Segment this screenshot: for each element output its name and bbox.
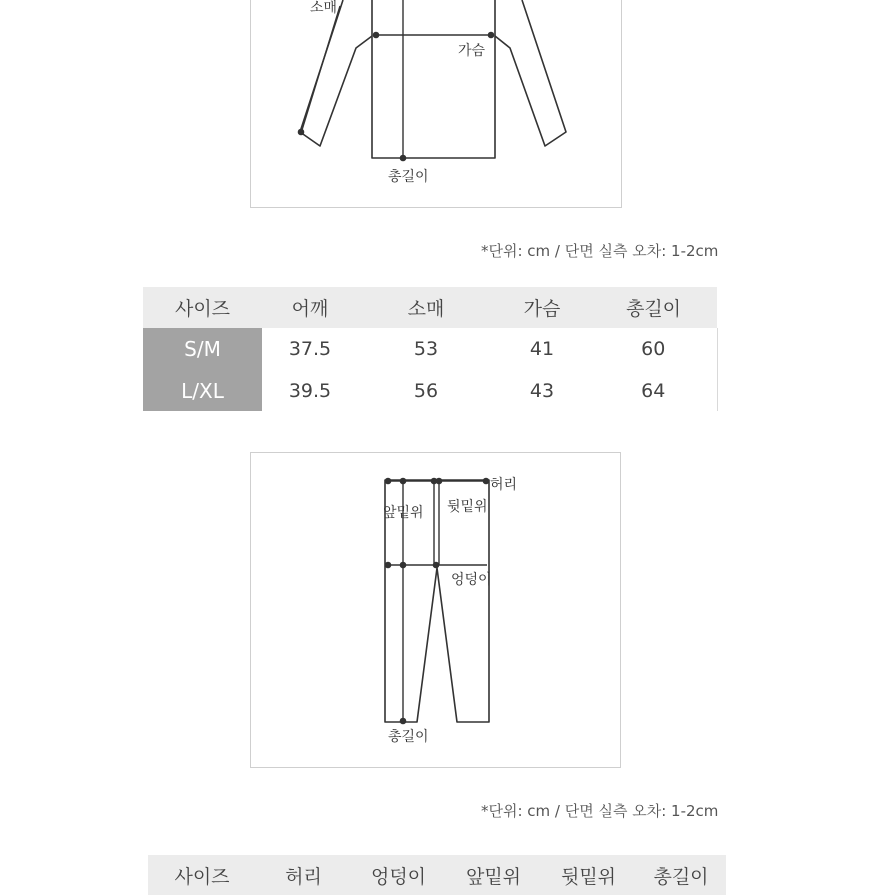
header-size: 사이즈 [148, 855, 256, 895]
table-cell: 39.5 [288, 379, 332, 402]
front-rise-label: 앞밑위 [383, 505, 424, 521]
sleeve-label: 소매 [310, 0, 338, 16]
header-length: 총길이 [636, 855, 726, 895]
size-cell: S/M [143, 328, 262, 370]
table-cell: 53 [413, 338, 439, 360]
unit-note-2: *단위: cm / 단면 실측 오차: 1-2cm [481, 802, 719, 820]
unit-note: *단위: cm / 단면 실측 오차: 1-2cm [481, 242, 719, 260]
header-front-rise: 앞밑위 [446, 855, 541, 895]
header-back-rise: 뒷밑위 [541, 855, 636, 895]
back-rise-label: 뒷밑위 [447, 499, 488, 515]
chest-label: 가슴 [458, 43, 486, 59]
header-waist: 허리 [256, 855, 351, 895]
table-cell: 43 [529, 379, 555, 402]
table-header-row [148, 855, 726, 895]
waist-label: 허리 [490, 477, 518, 493]
table-cell: 41 [529, 338, 555, 360]
length-label: 총길이 [388, 169, 429, 185]
header-size: 사이즈 [143, 287, 262, 328]
header-shoulder: 어깨 [262, 287, 358, 328]
table-cell: 37.5 [288, 338, 332, 360]
header-chest: 가슴 [494, 287, 590, 328]
table-cell: 60 [590, 328, 717, 370]
header-length: 총길이 [590, 287, 717, 328]
pants-length-label: 총길이 [388, 729, 429, 745]
table-cell: 64 [590, 370, 717, 411]
bottom-size-table [148, 855, 726, 895]
header-sleeve: 소매 [358, 287, 494, 328]
header-hip: 엉덩이 [351, 855, 446, 895]
hip-label: 엉덩이 [451, 572, 492, 588]
size-cell: L/XL [143, 370, 262, 411]
table-cell: 56 [413, 379, 439, 402]
